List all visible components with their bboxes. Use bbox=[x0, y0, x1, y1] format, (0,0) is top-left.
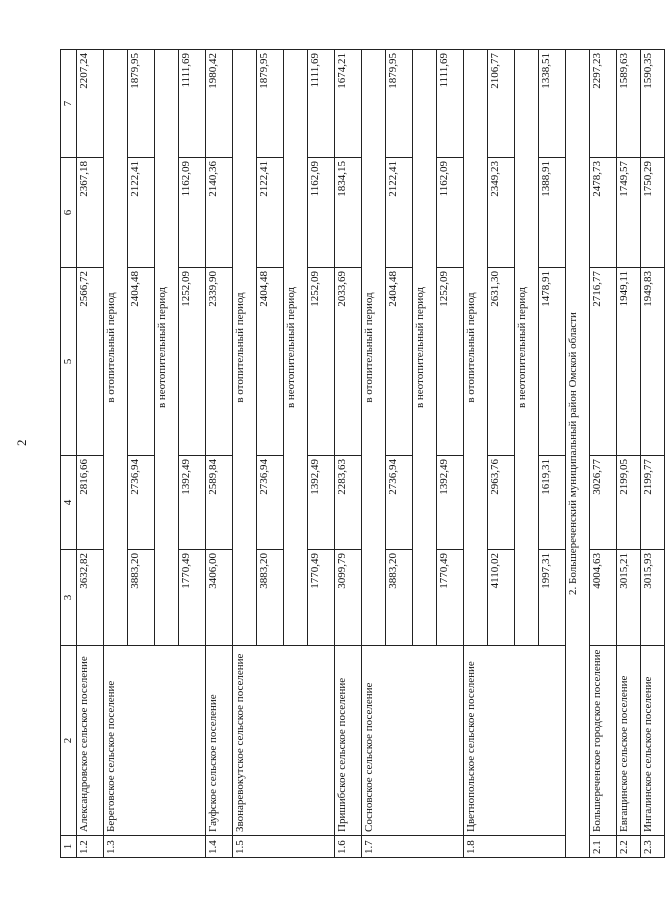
header-cell: 6 bbox=[61, 158, 77, 268]
row-number: 2.3 bbox=[640, 836, 664, 858]
period-label-non-heating: в неотопительный период bbox=[514, 50, 538, 646]
value-cell: 2631,30 bbox=[487, 268, 514, 456]
table-row bbox=[76, 50, 103, 858]
value-cell: 3099,79 bbox=[334, 550, 361, 646]
value-cell: 1338,51 bbox=[538, 50, 565, 158]
settlement-name: Береговское сельское поселение bbox=[103, 646, 205, 836]
value-cell: 1770,49 bbox=[307, 550, 334, 646]
value-cell: 3015,93 bbox=[640, 550, 664, 646]
value-cell: 2140,36 bbox=[205, 158, 232, 268]
value-cell: 1674,21 bbox=[334, 50, 361, 158]
value-cell: 2404,48 bbox=[256, 268, 283, 456]
table-row bbox=[205, 50, 232, 858]
value-cell: 1749,57 bbox=[616, 158, 640, 268]
period-label-non-heating: в неотопительный период bbox=[154, 50, 178, 646]
value-cell: 1589,63 bbox=[616, 50, 640, 158]
header-cell: 4 bbox=[61, 456, 77, 550]
header-cell: 1 bbox=[61, 836, 77, 858]
region-header-row bbox=[565, 50, 589, 858]
value-cell: 2283,63 bbox=[334, 456, 361, 550]
settlement-name: Евгащинское сельское поселение bbox=[616, 646, 640, 836]
value-cell: 2339,90 bbox=[205, 268, 232, 456]
value-cell: 3406,00 bbox=[205, 550, 232, 646]
value-cell: 3883,20 bbox=[385, 550, 412, 646]
settlement-name: Александровское сельское поселение bbox=[76, 646, 103, 836]
value-cell: 1478,91 bbox=[538, 268, 565, 456]
value-cell: 3026,77 bbox=[589, 456, 616, 550]
table-row bbox=[103, 50, 127, 858]
value-cell: 2106,77 bbox=[487, 50, 514, 158]
period-label-heating: в отопительный период bbox=[103, 50, 127, 646]
value-cell: 1949,11 bbox=[616, 268, 640, 456]
value-cell: 1949,83 bbox=[640, 268, 664, 456]
value-cell: 2736,94 bbox=[127, 456, 154, 550]
value-cell: 4110,02 bbox=[487, 550, 514, 646]
value-cell: 1879,95 bbox=[256, 50, 283, 158]
value-cell: 2404,48 bbox=[127, 268, 154, 456]
period-label-heating: в отопительный период bbox=[361, 50, 385, 646]
value-cell: 1392,49 bbox=[178, 456, 205, 550]
value-cell: 1619,31 bbox=[538, 456, 565, 550]
value-cell: 2349,23 bbox=[487, 158, 514, 268]
period-label-heating: в отопительный период bbox=[463, 50, 487, 646]
value-cell: 1770,49 bbox=[178, 550, 205, 646]
value-cell: 2566,72 bbox=[76, 268, 103, 456]
value-cell: 2589,84 bbox=[205, 456, 232, 550]
row-number: 1.2 bbox=[76, 836, 103, 858]
period-label-heating: в отопительный период bbox=[232, 50, 256, 646]
row-number: 1.6 bbox=[334, 836, 361, 858]
value-cell: 1770,49 bbox=[436, 550, 463, 646]
value-cell: 1162,09 bbox=[307, 158, 334, 268]
row-number: 1.5 bbox=[232, 836, 334, 858]
table-row bbox=[334, 50, 361, 858]
table-row bbox=[463, 50, 487, 858]
value-cell: 2122,41 bbox=[256, 158, 283, 268]
settlement-name: Звонаревокутское сельское поселение bbox=[232, 646, 334, 836]
value-cell: 3883,20 bbox=[256, 550, 283, 646]
value-cell: 1252,09 bbox=[307, 268, 334, 456]
table-header-row bbox=[61, 50, 77, 858]
value-cell: 2816,66 bbox=[76, 456, 103, 550]
settlement-name: Цветнопольское сельское поселение bbox=[463, 646, 565, 836]
settlement-name: Ингалинское сельское поселение bbox=[640, 646, 664, 836]
value-cell: 1879,95 bbox=[127, 50, 154, 158]
value-cell: 1590,35 bbox=[640, 50, 664, 158]
table-row bbox=[361, 50, 385, 858]
row-number: 1.8 bbox=[463, 836, 565, 858]
value-cell: 2033,69 bbox=[334, 268, 361, 456]
value-cell: 2736,94 bbox=[256, 456, 283, 550]
value-cell: 1997,31 bbox=[538, 550, 565, 646]
value-cell: 2199,77 bbox=[640, 456, 664, 550]
settlement-name: Большереченское городское поселение bbox=[589, 646, 616, 836]
page-number: 2 bbox=[14, 439, 29, 446]
value-cell: 2404,48 bbox=[385, 268, 412, 456]
row-number: 1.7 bbox=[361, 836, 463, 858]
row-number: 2.2 bbox=[616, 836, 640, 858]
value-cell: 2716,77 bbox=[589, 268, 616, 456]
value-cell: 2122,41 bbox=[385, 158, 412, 268]
settlement-name: Гауфское сельское поселение bbox=[205, 646, 232, 836]
value-cell: 2478,73 bbox=[589, 158, 616, 268]
value-cell: 3015,21 bbox=[616, 550, 640, 646]
value-cell: 1162,09 bbox=[178, 158, 205, 268]
value-cell: 4004,63 bbox=[589, 550, 616, 646]
value-cell: 1750,29 bbox=[640, 158, 664, 268]
value-cell: 1111,69 bbox=[436, 50, 463, 158]
value-cell: 2297,23 bbox=[589, 50, 616, 158]
value-cell: 1834,15 bbox=[334, 158, 361, 268]
value-cell: 1252,09 bbox=[178, 268, 205, 456]
row-number: 2.1 bbox=[589, 836, 616, 858]
header-cell: 7 bbox=[61, 50, 77, 158]
value-cell: 2736,94 bbox=[385, 456, 412, 550]
region-title: 2. Большереченский муниципальный район Омской области bbox=[565, 50, 589, 858]
value-cell: 1879,95 bbox=[385, 50, 412, 158]
value-cell: 2963,76 bbox=[487, 456, 514, 550]
tariff-table bbox=[60, 49, 665, 858]
table-row bbox=[232, 50, 256, 858]
header-cell: 2 bbox=[61, 646, 77, 836]
value-cell: 1388,91 bbox=[538, 158, 565, 268]
header-cell: 5 bbox=[61, 268, 77, 456]
value-cell: 2199,05 bbox=[616, 456, 640, 550]
value-cell: 1980,42 bbox=[205, 50, 232, 158]
value-cell: 2207,24 bbox=[76, 50, 103, 158]
value-cell: 1111,69 bbox=[178, 50, 205, 158]
period-label-non-heating: в неотопительный период bbox=[412, 50, 436, 646]
period-label-non-heating: в неотопительный период bbox=[283, 50, 307, 646]
value-cell: 1111,69 bbox=[307, 50, 334, 158]
settlement-name: Пришибское сельское поселение bbox=[334, 646, 361, 836]
value-cell: 1392,49 bbox=[436, 456, 463, 550]
value-cell: 2367,18 bbox=[76, 158, 103, 268]
value-cell: 1252,09 bbox=[436, 268, 463, 456]
row-number: 1.4 bbox=[205, 836, 232, 858]
header-cell: 3 bbox=[61, 550, 77, 646]
value-cell: 1162,09 bbox=[436, 158, 463, 268]
value-cell: 3883,20 bbox=[127, 550, 154, 646]
value-cell: 2122,41 bbox=[127, 158, 154, 268]
value-cell: 3632,82 bbox=[76, 550, 103, 646]
table-row bbox=[589, 50, 616, 858]
table-row bbox=[616, 50, 640, 858]
settlement-name: Сосновское сельское поселение bbox=[361, 646, 463, 836]
value-cell: 1392,49 bbox=[307, 456, 334, 550]
table-row bbox=[640, 50, 664, 858]
row-number: 1.3 bbox=[103, 836, 205, 858]
